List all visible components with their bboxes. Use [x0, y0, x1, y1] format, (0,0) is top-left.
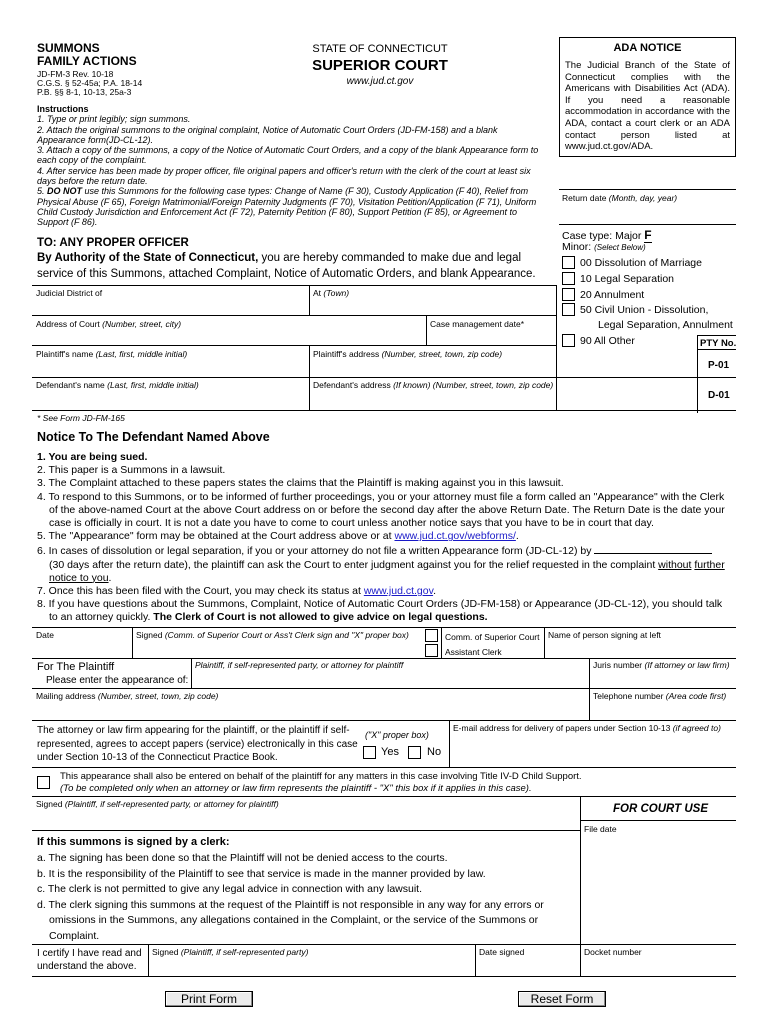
form-title-line-2: FAMILY ACTIONS: [37, 54, 137, 68]
juris-label: Juris number (If attorney or law firm): [593, 660, 730, 670]
telephone-input[interactable]: [590, 701, 735, 719]
date-signed-input[interactable]: [476, 958, 578, 975]
see-form-note: * See Form JD-FM-165: [37, 413, 125, 423]
ivd-text: This appearance shall also be entered on behalf of the plaintiff for any matters in this case involving Title IV-D Child Support.: [60, 771, 582, 782]
plaintiff-address-input[interactable]: [310, 359, 695, 377]
notice-6: 6. In cases of dissolution or legal separation, if you or your attorney do not file a written Appearance form (JD-CL-12) by (30 days after the return date), the plaintiff can ask the Court to enter judgment against you for the relief requested in the complaint without further notice to you.: [37, 545, 725, 584]
clerk-b: b. It is the responsibility of the Plaintiff to see that service is made in the manner provided by law.: [37, 867, 486, 880]
jud-link[interactable]: www.jud.ct.gov: [363, 585, 434, 598]
docket-number-label: Docket number: [584, 947, 642, 957]
at-town-input[interactable]: [310, 298, 554, 314]
notice-1: 1. You are being sued.: [37, 451, 148, 463]
clerk-a: a. The signing has been done so that the Plaintiff will not be denied access to the courts.: [37, 852, 448, 864]
ada-title: ADA NOTICE: [613, 42, 682, 54]
electronic-no-label: No: [427, 746, 442, 758]
enter-appearance: Please enter the appearance of:: [46, 675, 189, 686]
name-signing-input[interactable]: [545, 641, 735, 657]
case-type-90-label: 90 All Other: [580, 335, 635, 347]
defendant-address-input[interactable]: [310, 391, 695, 409]
instructions: [37, 104, 545, 228]
plaintiff-name-input[interactable]: [33, 359, 307, 377]
ada-text: The Judicial Branch of the State of Connecticut complies with the Americans with Disabilities Act (ADA). If you need a reasonable accommodation in accordance with the ADA, contact a court clerk or an ADA contact person listed at www.jud.ct.gov/ADA.: [565, 60, 730, 153]
case-type-20-checkbox[interactable]: [562, 288, 575, 301]
docket-number-input[interactable]: [581, 958, 735, 975]
case-type-50-label: 50 Civil Union - Dissolution,: [580, 304, 709, 316]
electronic-no-checkbox[interactable]: [408, 746, 421, 759]
clerk-title: If this summons is signed by a clerk:: [37, 836, 230, 848]
defendant-name-label: Defendant's name (Last, first, middle initial): [36, 380, 199, 390]
court-address-input[interactable]: [33, 329, 424, 345]
ivd-checkbox[interactable]: [37, 776, 50, 789]
notice-7: 7. Once this has been filed with the Court, you may check its status at www.jud.ct.gov.: [37, 585, 436, 598]
electronic-yes-checkbox[interactable]: [363, 746, 376, 759]
ivd-hint: (To be completed only when an attorney or law firm represents the plaintiff - "X" this box if it applies in this case).: [60, 783, 532, 794]
case-type-00-checkbox[interactable]: [562, 256, 575, 269]
clerk-d: d. The clerk signing this summons at the request of the Plaintiff is not responsible in any way for any errors or omissions in the Summons, any allegations contained in the Complaint, or the service of the Summons or Complaint.: [37, 898, 544, 942]
judicial-district-label: Judicial District of: [36, 288, 103, 298]
print-form-button[interactable]: Print Form: [165, 991, 253, 1007]
website: www.jud.ct.gov: [346, 76, 414, 87]
for-court-use: FOR COURT USE: [613, 803, 708, 815]
plaintiff-attorney-input[interactable]: [192, 670, 587, 687]
case-management-label: Case management date*: [430, 319, 525, 329]
notice-5: 5. The "Appearance" form may be obtained at the Court address above or at www.jud.ct.gov/webforms/.: [37, 530, 519, 543]
pty-d01: D-01: [708, 390, 730, 401]
telephone-label: Telephone number (Area code first): [593, 691, 727, 701]
instruction-4: 4. After service has been made by proper officer, file original papers and officer's return with the clerk of the court at least six days before the return date.: [37, 165, 531, 187]
file-date-label: File date: [584, 824, 617, 834]
pty-p01: P-01: [708, 360, 730, 371]
date-signed-label: Date signed: [479, 947, 525, 957]
case-type-major-value[interactable]: F: [644, 228, 652, 242]
date-input[interactable]: [33, 641, 130, 657]
clerk-items: [37, 851, 577, 944]
email-input[interactable]: [450, 734, 735, 766]
clerk-signed-label: Signed (Plaintiff, if self-represented party): [152, 947, 309, 957]
case-type-00-label: 00 Dissolution of Marriage: [580, 257, 702, 269]
notice-title: Notice To The Defendant Named Above: [37, 430, 270, 444]
comm-superior-court-label: Comm. of Superior Court: [445, 632, 540, 642]
ada-notice-box: [559, 37, 736, 157]
instruction-3: 3. Attach a copy of the summons, a copy of the Notice of Automatic Court Orders, and a copy of the blank Appearance form to each copy of the complaint.: [37, 145, 539, 166]
instructions-title: Instructions: [37, 104, 89, 114]
webforms-link[interactable]: www.jud.ct.gov/webforms/: [394, 530, 516, 543]
defendant-name-input[interactable]: [33, 391, 307, 409]
juris-input[interactable]: [590, 670, 735, 687]
electronic-yes-label: Yes: [381, 746, 399, 758]
case-type-90-checkbox[interactable]: [562, 334, 575, 347]
clerk-c: c. The clerk is not permitted to give any legal advice in connection with any lawsuit.: [37, 883, 423, 895]
assistant-clerk-checkbox[interactable]: [425, 644, 438, 657]
at-town-label: At (Town): [313, 288, 350, 298]
case-type-minor: Minor: (Select Below): [562, 241, 646, 253]
email-label: E-mail address for delivery of papers under Section 10-13 (if agreed to): [453, 723, 721, 733]
date-label: Date: [36, 630, 54, 640]
form-title-line-1: SUMMONS: [37, 41, 100, 55]
reset-form-button[interactable]: Reset Form: [518, 991, 606, 1007]
plaintiff-address-label: Plaintiff's address (Number, street, town, zip code): [313, 349, 503, 359]
authority-text: By Authority of the State of Connecticut, you are hereby commanded to make due and legal service of this Summons, attached Complaint, Notice of Automatic Orders, and blank Appearance.: [37, 252, 536, 280]
cgs-reference: C.G.S. § 52-45a; P.A. 18-14: [37, 78, 143, 88]
form-title: [37, 42, 137, 68]
signed-plaintiff-label: Signed (Plaintiff, if self-represented party, or attorney for plaintiff): [36, 799, 279, 809]
notice-8: 8. If you have questions about the Summons, Complaint, Notice of Automatic Court Orders (JD-FM-158) or Appearance (JD-CL-12), you should talk to an attorney quickly. The Clerk of Court is not allowed to give advice on legal questions.: [37, 598, 723, 624]
plaintiff-attorney-label: Plaintiff, if self-represented party, or attorney for plaintiff: [195, 660, 404, 670]
pty-no-label: PTY No.: [700, 338, 737, 349]
defendant-address-label: Defendant's address (If known) (Number, street, town, zip code): [313, 380, 554, 390]
notice-4: 4. To respond to this Summons, or to be informed of further proceedings, you or your attorney must file a form called an "Appearance" with the Clerk of the above-named Court at the above Court address on or before the second day after the above Return Date. The Return Date is the date your case is officially in court. It is not a date you have to come to court unless another notice says that you have to be in court that day.: [37, 490, 725, 530]
instruction-2: 2. Attach the original summons to the original complaint, Notice of Automatic Court Orders (JD-FM-158) and a blank Appearance form(JD-CL-12).: [37, 124, 498, 145]
for-plaintiff: For The Plaintiff: [37, 661, 115, 673]
judicial-district-input[interactable]: [33, 298, 307, 314]
signed-plaintiff-input[interactable]: [33, 810, 578, 829]
notice-2: 2. This paper is a Summons in a lawsuit.: [37, 464, 226, 477]
state-heading: STATE OF CONNECTICUT: [312, 43, 448, 55]
plaintiff-name-label: Plaintiff's name (Last, first, middle initial): [36, 349, 188, 359]
court-heading: SUPERIOR COURT: [312, 57, 448, 74]
clerk-signed-input[interactable]: [149, 958, 473, 975]
name-signing-label: Name of person signing at left: [548, 630, 661, 640]
notice-list: [37, 451, 727, 625]
appearance-deadline-input[interactable]: [594, 543, 712, 554]
x-proper-box: ("X" proper box): [365, 730, 429, 740]
instruction-5: 5. DO NOT use this Summons for the following case types: Change of Name (F 30), Custody Application (F 40), Relief from Physical Abuse (F 65), Foreign Matrimonial/Foreign Paternity Judgments (F 70), Visitation Petition/Application (F 71), Uniform Child Custody Jurisdiction and Enforcement Act (F 72), Paternity Petition (F 80), Support Petition (F 85), or Agreement to Support (F 86).: [37, 186, 537, 228]
case-type-major: Case type: Major F: [562, 228, 652, 242]
case-type-10-checkbox[interactable]: [562, 272, 575, 285]
form-number: JD-FM-3 Rev. 10-18: [37, 69, 114, 79]
assistant-clerk-label: Assistant Clerk: [445, 647, 502, 657]
instruction-1: 1. Type or print legibly; sign summons.: [37, 114, 191, 125]
case-type-50-label-2: Legal Separation, Annulment: [598, 319, 733, 331]
certify-text: I certify I have read and understand the above.: [37, 948, 142, 972]
pb-reference: P.B. §§ 8-1, 10-13, 25a-3: [37, 87, 132, 97]
case-type-20-label: 20 Annulment: [580, 289, 645, 301]
case-management-input[interactable]: [427, 329, 554, 345]
return-date-input[interactable]: [560, 204, 735, 224]
mailing-address-input[interactable]: [33, 701, 587, 719]
case-type-10-label: 10 Legal Separation: [580, 273, 674, 285]
signed-clerk-label: Signed (Comm. of Superior Court or Ass't Clerk sign and "X" proper box): [136, 630, 409, 640]
form-references: [37, 70, 142, 97]
comm-superior-court-checkbox[interactable]: [425, 629, 438, 642]
return-date-label: Return date (Month, day, year): [562, 193, 678, 203]
notice-3: 3. The Complaint attached to these papers states the claims that the Plaintiff is making against you in this lawsuit.: [37, 477, 564, 490]
court-address-label: Address of Court (Number, street, city): [36, 319, 182, 329]
electronic-agreement: The attorney or law firm appearing for the plaintiff, or the plaintiff if self-represented, agrees to accept papers (service) electronically in this case under Section 10-13 of the Connecticut Practice Book.: [37, 725, 358, 763]
to-officer: TO: ANY PROPER OFFICER: [37, 237, 189, 249]
case-type-50-checkbox[interactable]: [562, 303, 575, 316]
mailing-address-label: Mailing address (Number, street, town, zip code): [36, 691, 219, 701]
